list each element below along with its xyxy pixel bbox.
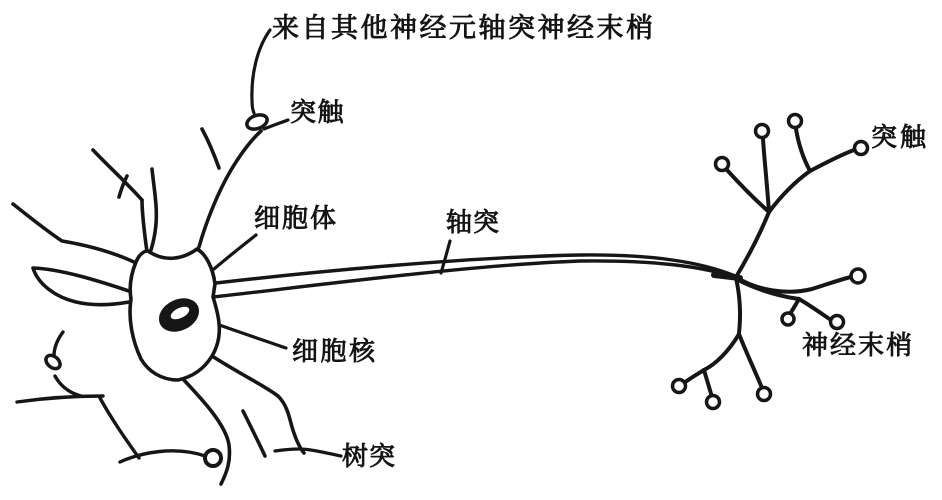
dendrite-top-trunk bbox=[142, 200, 147, 252]
fibre-below-bouton bbox=[55, 376, 81, 396]
terminal-right-branch bbox=[736, 277, 851, 292]
terminal-down-left bbox=[704, 334, 739, 370]
label-nucleus: 细胞核 bbox=[292, 337, 378, 367]
leader-incoming-terminals bbox=[252, 30, 270, 113]
bouton-terminal-3 bbox=[716, 158, 729, 171]
label-synapse-left: 突触 bbox=[290, 98, 346, 128]
bouton-terminal-7 bbox=[782, 313, 794, 325]
terminal-stalk-b2 bbox=[763, 139, 769, 212]
bouton-terminal-9 bbox=[707, 396, 720, 409]
dendrite-top-left-twig bbox=[93, 150, 142, 200]
axon-fibre bbox=[213, 255, 740, 297]
fibre-horizontal bbox=[17, 396, 103, 402]
axon-bottom-line bbox=[213, 261, 736, 297]
dendrite-left-finger bbox=[33, 268, 129, 305]
fibre-stalk-to-bouton bbox=[54, 332, 63, 356]
dendrite-bottom bbox=[181, 377, 230, 484]
bouton-terminal-8 bbox=[673, 380, 686, 393]
leader-cell-body bbox=[214, 235, 256, 269]
dendrite-synaptic bbox=[199, 131, 261, 247]
terminal-stalk-b10 bbox=[739, 334, 762, 388]
terminal-down-trunk bbox=[736, 278, 740, 333]
leader-dendrites bbox=[275, 449, 341, 456]
dendrite-top-mid-twig bbox=[151, 169, 156, 250]
bouton-terminal-1 bbox=[789, 115, 802, 128]
label-dendrites: 树突 bbox=[342, 442, 397, 472]
terminal-stalk-b4 bbox=[810, 150, 854, 171]
bouton-dendrite-contact bbox=[205, 450, 221, 466]
dendrite-bottom-right-twig bbox=[243, 411, 265, 456]
fibre-to-bouton bbox=[120, 451, 205, 462]
label-axon: 轴突 bbox=[446, 208, 501, 238]
label-nerve-endings: 神经末梢 bbox=[802, 331, 915, 361]
terminal-stalk-b8 bbox=[684, 370, 704, 383]
terminal-stalk-b6 bbox=[799, 299, 831, 320]
dendrite-left-long bbox=[13, 204, 134, 262]
leader-axon bbox=[441, 241, 450, 273]
label-synapse-right: 突触 bbox=[871, 123, 930, 153]
dendrite-synaptic-twig bbox=[202, 129, 219, 168]
bouton-terminal-6 bbox=[831, 316, 844, 329]
label-incoming-terminals: 来自其他神经元轴突神经末梢 bbox=[272, 13, 656, 44]
label-cell-body: 细胞体 bbox=[254, 204, 339, 234]
bouton-left-fibre bbox=[43, 353, 62, 372]
terminal-up-trunk bbox=[736, 212, 769, 277]
terminal-stalk-b3 bbox=[727, 170, 769, 212]
terminal-stalk-b9 bbox=[704, 370, 712, 397]
fibre-diagonal bbox=[100, 398, 139, 458]
bouton-terminal-4 bbox=[855, 142, 868, 155]
cell-body-shape bbox=[130, 249, 219, 380]
bouton-terminal-2 bbox=[756, 125, 769, 138]
terminal-stalk-b1 bbox=[796, 129, 810, 171]
bouton-terminal-10 bbox=[758, 388, 771, 401]
bouton-terminal-5 bbox=[851, 269, 865, 283]
label-leader-lines bbox=[197, 30, 450, 456]
terminal-up-trunk2 bbox=[769, 171, 810, 212]
